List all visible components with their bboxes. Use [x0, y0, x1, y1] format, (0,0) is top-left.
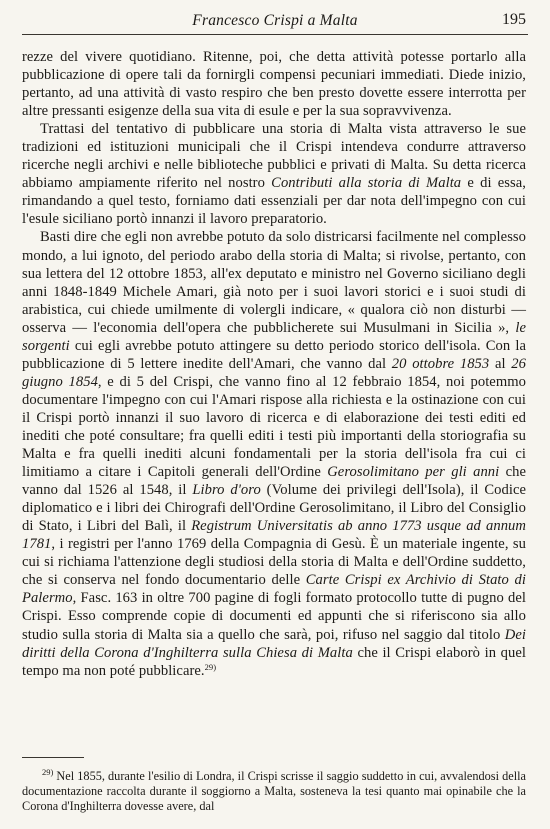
italic-date-start: 20 ottobre 1853: [391, 355, 490, 372]
paragraph-2: Trattasi del tentativo di pubblicare una storia di Malta vista attraverso le sue tradizioni ed istituzioni municipali che il Crispi intendeva condurre attraverso ricerche negli archivi e nelle biblioteche pubblici e privati di Malta. Su detta ricerca abbiamo ampiamente riferito nel nostro Contributi alla storia di Malta e di essa, rimandando a quel testo, forniamo dati essenziali per dar nota dell'impegno con cui l'esule siciliano portò innanzi il lavoro preparatorio.: [22, 121, 526, 228]
italic-carte-crispi: Carte Crispi ex Archivio di Stato di Palermo: [22, 572, 526, 607]
italic-libro-doro: Libro d'oro: [192, 482, 261, 499]
italic-dei-diritti: Dei diritti della Corona d'Inghilterra sulla Chiesa di Malta: [22, 626, 526, 661]
footnote-reference: 29): [204, 661, 217, 672]
footnote: [22, 769, 526, 815]
italic-sorgenti: le sorgenti: [22, 319, 526, 354]
italic-title-contributi: Contributi alla storia di Malta: [271, 175, 462, 192]
footnote-rule: [22, 757, 84, 758]
footnote-text: Nel 1855, durante l'esilio di Londra, il Crispi scrisse il saggio suddetto in cui, avvalendosi della documentazione raccolta durante il soggiorno a Malta, sosteneva la tesi quanto mai opinabile che la Corona d'Inghilterra dovesse avere, dal: [22, 769, 526, 814]
italic-gerosolimitano: Gerosolimitano per gli anni: [327, 464, 500, 481]
footnote-marker: 29): [42, 767, 54, 777]
running-title: Francesco Crispi a Malta: [192, 12, 358, 29]
italic-date-end: 26 giugno 1854: [22, 355, 526, 390]
page-number: 195: [502, 11, 526, 28]
italic-registrum: Registrum Universitatis ab anno 1773 usque ad annum 1781: [22, 518, 526, 553]
paragraph-3: Basti dire che egli non avrebbe potuto da solo districarsi facilmente nel complesso mondo, a lui ignoto, del periodo arabo della storia di Malta; si rivolse, pertanto, con sua lettera del 12 ottobre 1853, all'ex deputato e ministro nel Governo siciliano degli anni 1848-1849 Michele Amari, già noto per i suoi lavori storici e i suoi studi di arabistica, cui chiede umilmente di volergli indicare, « qualora ciò non disturbi — osserva — l'economia dell'opera che pubblicherete sui Musulmani in Sicilia », le sorgenti cui egli avrebbe potuto attingere su detto periodo storico dell'isola. Con la pubblicazione di 5 lettere inedite dell'Amari, che vanno dal 20 ottobre 1853 al 26 giugno 1854, e di 5 del Crispi, che vanno fino al 12 febbraio 1854, noi potemmo documentare l'impegno con cui l'Amari rispose alla richiesta e la ostinazione con cui il Crispi portò innanzi il suo lavoro di ricerca e di elaborazione dei testi editi ed inediti che poté consultare; fra quelli editi i testi più importanti della storiografia su Malta e fra quelli inediti alcuni fondamentali per la storia dell'isola fra cui ci limitiamo a citare i Capitoli generali dell'Ordine Gerosolimitano per gli anni che vanno dal 1526 al 1548, il Libro d'oro (Volume dei privilegi dell'Isola), il Codice diplomatico e i libri dei Chirografi dell'Ordine Gerosolimitano, il Libro del Consiglio di Stato, i Libri del Balì, il Registrum Universitatis ab anno 1773 usque ad annum 1781, i registri per l'anno 1769 della Compagnia di Gesù. È un materiale ingente, su cui si richiama l'attenzione degli studiosi della storia di Malta e dell'Ordine suddetto, che si conserva nel fondo documentario delle Carte Crispi ex Archivio di Stato di Palermo, Fasc. 163 in oltre 700 pagine di fogli formato protocollo tutte di pugno del Crispi. Esso comprende copie di documenti ed appunti che si riferiscono sia allo studio sulla storia di Malta sia a quello che sarà, poi, rifuso nel saggio dal titolo Dei diritti della Corona d'Inghilterra sulla Chiesa di Malta che il Crispi elaborò in quel tempo ma non poté pubblicare.$^{29)}$: [22, 229, 527, 679]
paragraph-1: rezze del vivere quotidiano. Ritenne, poi, che detta attività potesse portarlo alla pubblicazione di opere tali da fornirgli compensi pecuniari immediati. Diede inizio, pertanto, ad una attività di vasto respiro che ben presto dovette essere interrotta per altre pressanti esigenze della sua vita di esule e per la sua sopravvivenza.: [22, 49, 526, 120]
running-head: [22, 8, 528, 35]
body-text: [22, 48, 526, 680]
